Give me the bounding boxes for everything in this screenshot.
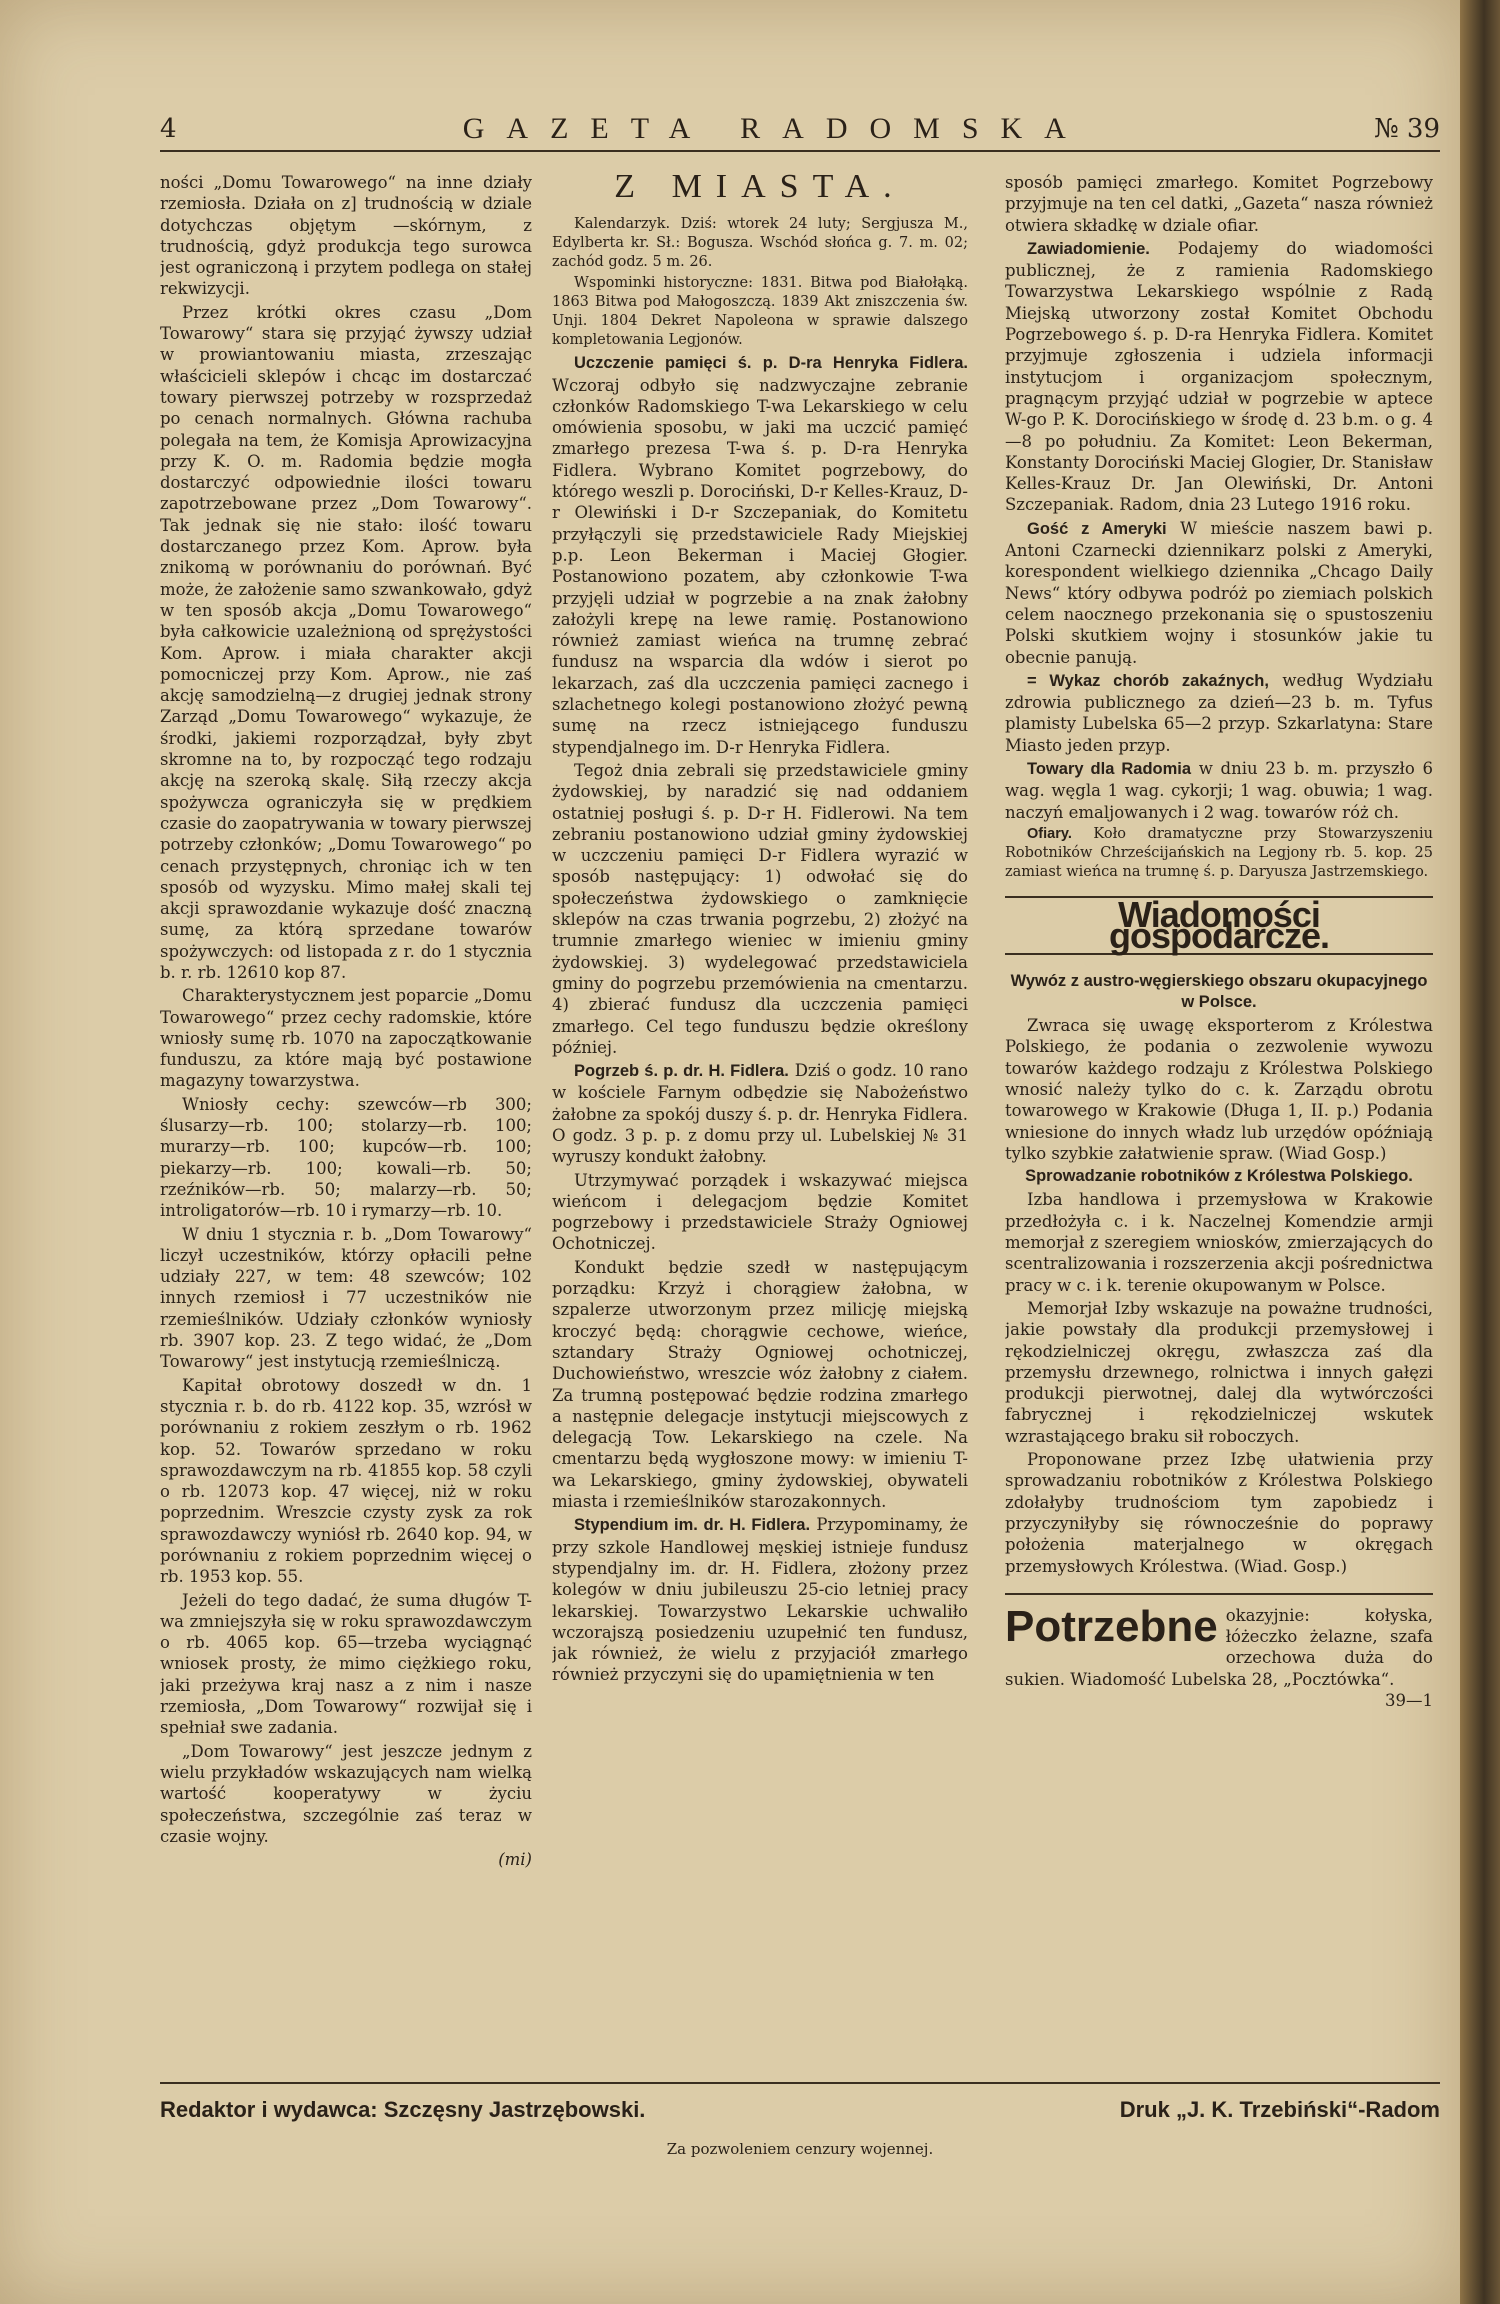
column-2 <box>552 172 968 2050</box>
calendar-note: Kalendarzyk. Dziś: wtorek 24 luty; Sergjusza M., Edylberta kr. Sł.: Bogusza. Wschód słońca g. 7. m. 02; zachód godz. 5 m. 26. <box>552 216 968 271</box>
paragraph: Tegoż dnia zebrali się przedstawiciele gminy żydowskiej, by naradzić się nad oddaniem ostatniej posługi ś. p. D-r H. Fidlerowi. Na tem zebraniu postanowiono udział gminy żydowskiej w uczczeniu pamięci D-r Fidlera wyrazić w sposób następujący: 1) odwołać się do społeczeństwa żydowskiego o zamknięcie sklepów na czas trwania pogrzebu, 2) złożyć na trumnie zmarłego wieniec w imieniu gminy żydowskiej. 3) wydelegować przedstawiciela gminy do pogrzebu przemówienia na cmentarzu. 4) zbierać fundusz dla uczczenia pamięci zmarłego. Cel tego funduszu będzie określony później. <box>552 760 968 1057</box>
paragraph: Memorjał Izby wskazuje na poważne trudności, jakie powstały dla produkcji przemysłowej i rękodzielniczej okręgu, zwłaszcza zaś dla przemysłu drzewnego, rolnictwa i innych gałęzi produkcji pierwotnej, dalej dla wytwórczości fabrycznej i rękodzielniczej wskutek wzrastającego braku sił roboczych. <box>1005 1298 1433 1446</box>
censorship-note: Za pozwoleniem cenzury wojennej. <box>666 2140 934 2158</box>
editor-credit: Redaktor i wydawca: Szczęsny Jastrzębowski. <box>160 2097 646 2122</box>
article-heading: Pogrzeb ś. p. dr. H. Fidlera. <box>574 1062 789 1081</box>
paragraph: Kapitał obrotowy doszedł w dn. 1 stycznia r. b. do rb. 4122 kop. 35, wzrósł w porównaniu z rokiem zeszłym o rb. 1962 kop. 52. Towarów sprzedano w roku sprawozdawczym na rb. 41855 kop. 58 czyli o rb. 12073 kop. 47 więcej, niż w roku poprzednim. Wreszcie czysty zysk za rok sprawozdawczy wyniósł rb. 2640 kop. 94, w porównaniu z rokiem poprzednim więcej o rb. 1953 kop. 55. <box>160 1375 532 1587</box>
paragraph: sposób pamięci zmarłego. Komitet Pogrzebowy przyjmuje na ten cel datki, „Gazeta“ nasza również otwiera składkę w dziale ofiar. <box>1005 173 1433 235</box>
section-title: Z MIASTA. <box>614 172 906 205</box>
paragraph: Charakterystycznem jest poparcie „Domu Towarowego“ przez cechy radomskie, które wniosły sumę rb. 1070 na zapoczątkowanie funduszu, za które mają być postawione magazyny towarzystwa. <box>160 986 532 1091</box>
paragraph: Wniosły cechy: szewców—rb 300; ślusarzy—rb. 100; stolarzy—rb. 100; murarzy—rb. 100; kupców—rb. 100; piekarzy—rb. 100; kowali—rb. 50; rzeźników—rb. 50; malarzy—rb. 50; introligatorów—rb. 10 i rymarzy—rb. 10. <box>160 1094 532 1221</box>
article-heading: = Wykaz chorób zakaźnych, <box>1027 671 1269 690</box>
article-text: Koło dramatyczne przy Stowarzyszeniu Robotników Chrześcijańskich na Legjony rb. 5. kop. 25 zamiast wieńca na trumnę ś. p. Daryusza Jastrzemskiego. <box>1005 825 1433 880</box>
author-signature: (mi) <box>498 1850 532 1870</box>
paragraph: Przez krótki okres czasu „Dom Towarowy“ stara się przyjąć żywszy udział w prowiantowaniu miasta, zrzeszając właścicieli sklepów i chcąc im dostarczać towary pierwszej potrzeby w rozsprzedaż po cenach normalnych. Główna rachuba polegała na tem, że Komisja Aprowizacyjna przy K. O. m. Radomia będzie mogła dostarczyć odpowiednie ilości towaru zapotrzebowane przez „Dom Towarowy“. Tak jednak się nie stało: ilość towaru dostarczanego przez Kom. Aprow. była znikomą w porównaniu do porównań. Być może, że założenie samo szwankowało, gdyż w ten sposób akcja „Domu Towarowego“ była całkowicie uzależnioną od sprężystości Kom. Aprow. i miała charakter akcji pomocniczej przy Kom. Aprow., nie zaś akcję samodzielną—z drugiej jednak strony Zarząd „Domu Towarowego“ wykazuje, że środki, jakiemi rozporządzał, były zbyt skromne na to, by rozpocząć tego rodzaju akcję na szeroką skalę. Siłą rzeczy akcja spożywcza ograniczyła się w prędkiem czasie do zaopatrywania w towary pierwszej potrzeby członków; „Domu Towarowego“ po cenach przystępnych, chroniąc ich w ten sposób od wyzysku. Mimo małej skali tej akcji sprawozdanie wykazuje dość znaczną sumę, za którą sprzedane towarów spożywczych: od listopada z r. do 1 stycznia b. r. rb. 12610 kop 87. <box>160 302 532 982</box>
ad-headline: Potrzebne <box>1005 1601 1218 1651</box>
article-heading: Stypendium im. dr. H. Fidlera. <box>574 1516 811 1535</box>
paragraph: Zwraca się uwagę eksporterom z Królestwa Polskiego, że podania o zezwolenie wywozu towarów każdego rodzaju z Królestwa Polskiego wnosić należy tylko do c. k. Zarządu obrotu towarowego w Krakowie (Długa 1, II. p.) Podania wniesione do innych władz lub urzędów opóźniają tylko szybkie załatwienie spraw. (Wiad Gosp.) <box>1005 1016 1433 1163</box>
article-text: Wczoraj odbyło się nadzwyczajne zebranie członków Radomskiego T-wa Lekarskiego w celu omówienia sposobu, w jaki ma uczcić pamięć zmarłego prezesa T-wa ś. p. D-ra Henryka Fidlera. Wybrano Komitet pogrzebowy, do którego weszli p. Dorociński, D-r Kelles-Krauz, D-r Olewiński i D-r Szczepaniak, do Komitetu przyłączyli się przedstawiciele Rady Miejskiej p.p. Leon Bekerman i Maciej Głogier. Postanowiono pozatem, aby członkowie T-wa przyjęli udział w pogrzebie a na znak żałobny założyli krepę na lewe ramię. Postanowiono również zamiast wieńca na trumnę zebrać fundusz na wsparcia dla wdów i sierot po lekarzach, zaś dla uczczenia pamięci zacnego i szlachetnego kolegi postanowiono złożyć pewną sumę na rzecz istniejącego funduszu stypendjalnego im. D-r Henryka Fidlera. <box>552 375 968 757</box>
issue-number: № 39 <box>1374 114 1440 144</box>
article-heading: Zawiadomienie. <box>1027 239 1150 258</box>
page-number: 4 <box>160 114 177 144</box>
article-text: według Wydziału zdrowia publicznego za dzień—23 b. m. Tyfus plamisty Lubelska 65—2 przyp. Szkarlatyna: Stare Miasto jeden przyp. <box>1005 670 1433 755</box>
article-text: W mieście naszem bawi p. Antoni Czarnecki dziennikarz polski z Ameryki, korespondent wielkiego dziennika „Chcago Daily News“ który odbywa podróż po ziemiach polskich celem naocznego przekonania się o spustoszeniu Polski skutkiem wojny i stosunków jakie tu obecnie panują. <box>1005 518 1433 667</box>
classified-ad <box>1005 1593 1433 1710</box>
paragraph: Izba handlowa i przemysłowa w Krakowie przedłożyła c. i k. Naczelnej Komendzie armji memorjał z szeregiem wniosków, zmierzających do scentralizowania i rozszerzenia akcji pośrednictwa pracy w c. i k. terenie okupowanym w Polsce. <box>1005 1190 1433 1295</box>
article-heading: Ofiary. <box>1027 825 1072 842</box>
paragraph: W dniu 1 stycznia r. b. „Dom Towarowy“ liczył uczestników, którzy opłacili pełne udziały 227, w tem: 48 szewców; 102 innych rzemiosł i 77 uczestników nie rzemieślników. Udziały członków wyniosły rb. 3907 kop. 23. Z tego widać, że „Dom Towarowy“ jest instytucją rzemieślniczą. <box>160 1224 532 1372</box>
article-heading: Gość z Ameryki <box>1027 519 1167 538</box>
column-1 <box>160 172 532 2050</box>
paragraph: Jeżeli do tego dadać, że suma długów T-wa zmniejszyła się w roku sprawozdawczym o rb. 4065 kop. 65—trzeba wyciągnąć wniosek prosty, że mimo ciężkiego roku, jaki przeżywa kraj nasz a z nim i nasze rzemiosła, „Dom Towarowy“ rozwijał się i spełniał swe zadania. <box>160 1590 532 1738</box>
ad-text: okazyjnie: kołyska, łóżeczko żelazne, szafa orzechowa duża do sukien. Wiadomość Lubelska 28, „Pocztówka“. <box>1005 1605 1433 1689</box>
paragraph: Proponowane przez Izbę ułatwienia przy sprowadzaniu robotników z Królestwa Polskiego zdołałyby trudnościom tym zapobiedz i przyczyniłyby się równocześnie do poprawy położenia materjalnego w okręgach przemysłowych Królestwa. (Wiad. Gosp.) <box>1005 1450 1433 1576</box>
history-note: Wspominki historyczne: 1831. Bitwa pod Białołąką. 1863 Bitwa pod Małogoszczą. 1839 Akt zniszczenia św. Unji. 1804 Dekret Napoleona w sprawie dalszego kompletowania Legjonów. <box>552 275 968 349</box>
article-heading: Uczczenie pamięci ś. p. D-ra Henryka Fidlera. <box>574 354 968 373</box>
paragraph: Kondukt będzie szedł w następującym porządku: Krzyż i chorągiew żałobna, w szpalerze utworzonym przez milicję miejską kroczyć będą: chorągwie cechowe, wieńce, sztandary Straży Ogniowej ochotniczej, Duchowieństwo, wreszcie wóz żałobny z ciałem. Za trumną postępować będzie rodzina zmarłego a następnie delegacje instytucji miejscowych z delegacją Tow. Lekarskiego na czele. Na cmentarzu będą wygłoszone mowy: w imieniu T-wa Lekarskiego, gminy żydowskiej, obywateli miasta i rzemieślników starozakonnych. <box>552 1257 968 1512</box>
column-3 <box>1005 172 1433 2050</box>
page-header <box>160 108 1440 152</box>
article-text: Dziś o godz. 10 rano w kościele Farnym odbędzie się Nabożeństwo żałobne za spokój duszy ś. p. dr. Henryka Fidlera. O godz. 3 p. p. z domu przy ul. Lubelskiej № 31 wyruszy kondukt żałobny. <box>552 1061 968 1167</box>
article-text: Przypominamy, że przy szkole Handlowej męskiej istnieje fundusz stypendjalny im. dr. H. Fidlera, złożony przez kolegów w dniu jubileuszu 25-cio letniej pracy lekarskiej. Towarzystwo Lekarskie uchwaliło wczorajszą posiedzeniu uzupełnić ten fundusz, jak również, że wielu z przyjaciół zmarłego również przyczyni się do upamiętnienia w ten <box>552 1515 968 1685</box>
paragraph: Utrzymywać porządek i wskazywać miejsca wieńcom i delegacjom będzie Komitet pogrzebowy i przedstawiciele Straży Ogniowej Ochotniczej. <box>552 1170 968 1254</box>
footer-divider <box>160 2082 1440 2084</box>
paragraph: „Dom Towarowy“ jest jeszcze jednym z wielu przykładów wskazujących nam wielką wartość kooperatywy w życiu społeczeństwa, szczególnie zaś teraz w czasie wojny. <box>160 1741 532 1846</box>
binding-edge <box>1460 0 1500 2304</box>
article-heading: Towary dla Radomia <box>1027 760 1192 779</box>
article-heading: Sprowadzanie robotników z Królestwa Polskiego. <box>1025 1167 1413 1186</box>
article-text: Podajemy do wiadomości publicznej, że z ramienia Radomskiego Towarzystwa Lekarskiego wspólnie z Radą Miejską utworzony został Komitet Obchodu Pogrzebowego ś. p. D-ra Henryka Fidlera. Komitet przyjmuje zgłoszenia i udziela informacji instytucjom i organizacjom społecznym, pragnącym przyjąć udział w pogrzebie w aptece W-go P. K. Dorocińskiego w środę d. 23 b.m. o g. 4—8 po południu. Za Komitet: Leon Bekerman, Konstanty Dorociński Maciej Glogier, Dr. Stanisław Kelles-Krauz Dr. Jan Olewiński, Dr. Antoni Szczepaniak. Radom, dnia 23 Lutego 1916 roku. <box>1005 238 1433 515</box>
economy-section-title: Wiadomości gospodarcze. <box>1005 896 1433 955</box>
page-footer <box>160 2090 1440 2130</box>
ad-code: 39—1 <box>1385 1691 1433 1710</box>
masthead: GAZETA RADOMSKA <box>462 112 1088 145</box>
printer-credit: Druk „J. K. Trzebiński“-Radom <box>1119 2097 1440 2122</box>
paragraph: ności „Domu Towarowego“ na inne działy rzemiosła. Działa on z] trudnością w dziale dotychczas objętym —skórnym, z trudnością, gdyż produkcja tego surowca jest ograniczoną i przytem podlega on stałej rekwizycji. <box>160 173 532 299</box>
article-text: w dniu 23 b. m. przyszło 6 wag. węgla 1 wag. cykorji; 1 wag. obuwia; 1 wag. naczyń emaljowanych i 2 wag. towarów róż ch. <box>1005 759 1433 822</box>
article-heading: Wywóz z austro-węgierskiego obszaru okupacyjnego w Polsce. <box>1010 971 1428 1011</box>
